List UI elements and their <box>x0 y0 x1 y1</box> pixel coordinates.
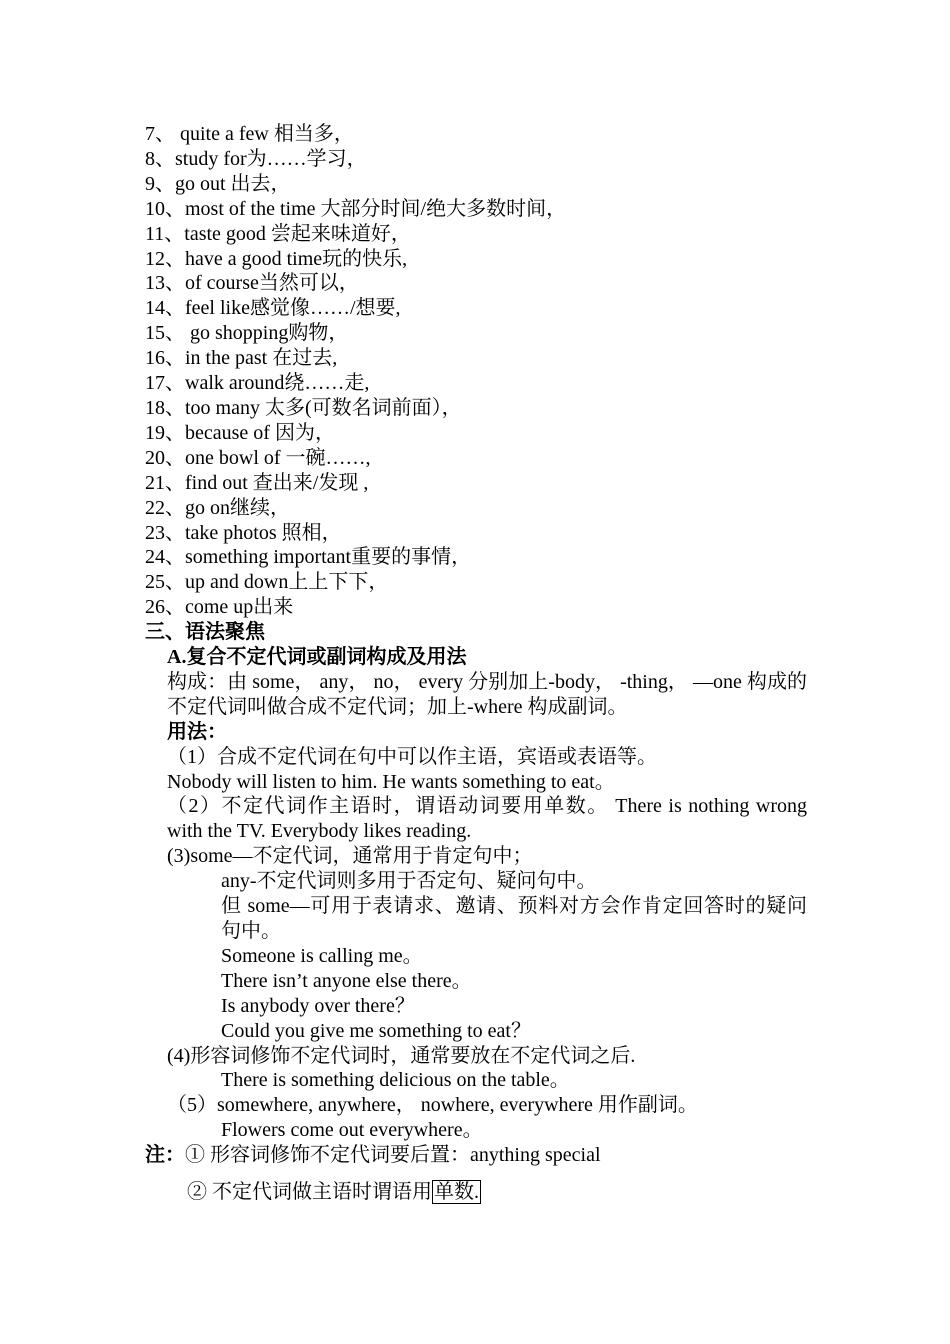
usage-rule-2-text: （2）不定代词作主语时，谓语动词要用单数。 There is nothing wrong with the TV. Everybody likes reading. <box>167 795 807 843</box>
phrase-item: 13、of course当然可以， <box>145 272 359 295</box>
note-1-line <box>145 1143 807 1168</box>
phrase-item: 20、one bowl of 一碗……, <box>145 446 371 469</box>
usage-rule-4-example: There is something delicious on the table。 <box>221 1069 570 1092</box>
phrase-item: 23、take photos 照相， <box>145 521 342 544</box>
example-sentence: Could you give me something to eat？ <box>221 1019 531 1042</box>
note-2-text: ② 不定代词做主语时谓语用 <box>187 1181 432 1204</box>
phrase-item: 12、have a good time玩的快乐, <box>145 247 408 270</box>
phrase-item: 22、go on继续， <box>145 496 290 519</box>
example-sentence: Someone is calling me。 <box>221 944 423 967</box>
boxed-emphasis: 单数. <box>434 1181 479 1204</box>
usage-rule-3-any: any-不定代词则多用于否定句、疑问句中。 <box>221 870 597 893</box>
usage-rule-1: （1）合成不定代词在句中可以作主语，宾语或表语等。 <box>167 745 657 768</box>
note-2-line <box>145 1180 807 1205</box>
usage-rule-3-but-text: 但 some—可用于表请求、邀请、预料对方会作肯定回答时的疑问句中。 <box>221 895 807 942</box>
section-title: 三、语法聚焦 <box>145 621 265 644</box>
document-page <box>145 122 807 1205</box>
usage-rule-5: （5）somewhere, anywhere， nowhere, everywhere 用作副词。 <box>167 1094 698 1117</box>
example-sentence: Is anybody over there？ <box>221 994 415 1017</box>
example-sentence: There isn’t anyone else there。 <box>221 969 472 992</box>
phrase-item: 10、most of the time 大部分时间/绝大多数时间， <box>145 197 567 220</box>
usage-rule-4: (4)形容词修饰不定代词时，通常要放在不定代词之后. <box>167 1044 636 1067</box>
subsection-title: A.复合不定代词或副词构成及用法 <box>167 646 467 669</box>
phrase-item: 14、feel like感觉像……/想要, <box>145 297 401 320</box>
usage-rule-2 <box>145 794 807 844</box>
phrase-list <box>145 122 807 620</box>
usage-label: 用法： <box>167 720 227 743</box>
note-1-text: ① 形容词修饰不定代词要后置：anything special <box>185 1144 601 1167</box>
usage-rule-5-example: Flowers come out everywhere。 <box>221 1119 483 1142</box>
phrase-item: 21、find out 查出来/发现 , <box>145 471 369 494</box>
usage-rule-3: (3)some—不定代词，通常用于肯定句中； <box>167 845 533 868</box>
phrase-item: 7、 quite a few 相当多， <box>145 123 354 145</box>
phrase-item: 24、something important重要的事情， <box>145 546 472 569</box>
spacer <box>145 1168 807 1180</box>
phrase-item: 15、 go shopping购物， <box>145 322 349 345</box>
phrase-item: 8、study for为……学习， <box>145 147 367 170</box>
phrase-item: 16、in the past 在过去, <box>145 347 338 370</box>
phrase-item: 11、taste good 尝起来味道好， <box>145 222 411 245</box>
phrase-item: 25、up and down上上下下， <box>145 571 389 594</box>
note-label: 注： <box>145 1144 185 1167</box>
phrase-item: 19、because of 因为， <box>145 421 335 444</box>
phrase-item: 9、go out 出去， <box>145 172 291 195</box>
usage-rule-3-but <box>145 894 807 944</box>
phrase-item: 17、walk around绕……走, <box>145 372 370 395</box>
phrase-item: 26、come up出来 <box>145 596 294 619</box>
phrase-item: 18、too many 太多(可数名词前面）， <box>145 396 462 419</box>
composition-text: 构成：由 some， any， no， every 分别加上-body， -thing， —one 构成的不定代词叫做合成不定代词；加上-where 构成副词。 <box>167 670 807 718</box>
composition-paragraph <box>145 670 807 720</box>
usage-rule-1-example: Nobody will listen to him. He wants something to eat。 <box>167 770 615 793</box>
